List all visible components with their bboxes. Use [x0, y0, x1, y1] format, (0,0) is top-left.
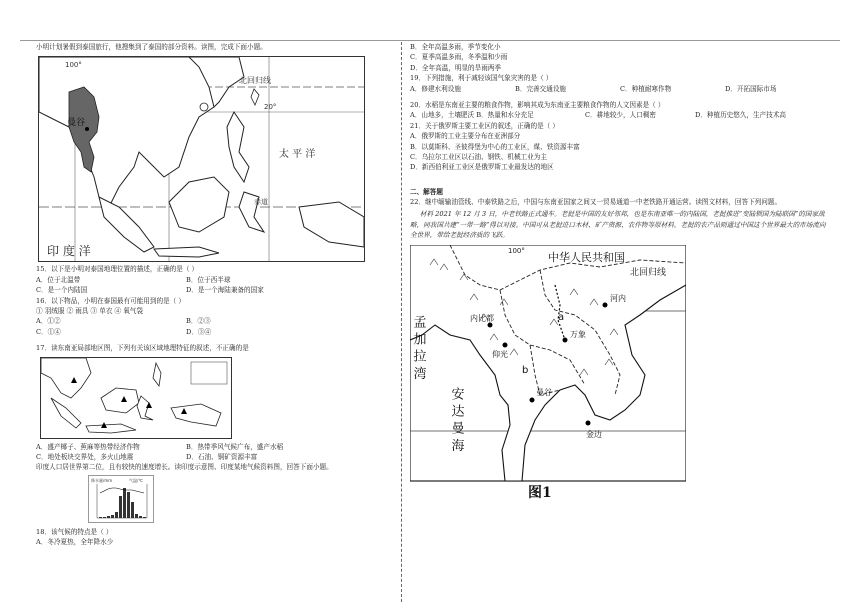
q20-option-ab[interactable]: A．山地多，土壤肥沃 B．热量和水分充足 — [410, 111, 534, 120]
map2-andaman-label: 安 达 曼 海 — [448, 386, 464, 452]
map1-lat20-label: 20° — [264, 103, 277, 112]
q16-option-b[interactable]: B．②③ — [186, 317, 211, 326]
q16-items: ① 羽绒服 ② 雨具 ③ 单衣 ④ 氧气袋 — [36, 306, 143, 315]
map1-lon-label: 100° — [65, 61, 82, 70]
q22-material: 材料 2021 年 12 月 3 日，中老铁路正式通车。老挝是中国的友好邻邦，也是东南亚唯一的内陆国，老挝推进“变陆锁国为陆联国”的国家战略，同我国共建“一带一路”得以对接。中国可从老挝进口木材、矿产资源、农作物等原材料，老挝的农产品则通过中国这个世界最大的市场流向全世界，带给老挝经济质的飞跃。 — [410, 210, 826, 240]
q21-stem: 21．关于俄罗斯主要工业区的叙述，正确的是（ ） — [410, 121, 559, 130]
q17-option-a[interactable]: A．盛产椰子、蕉麻等热带经济作物 — [36, 442, 140, 451]
q15-option-c[interactable]: C．是一个内陆国 — [36, 286, 88, 295]
map2-loc-b: b — [522, 364, 529, 376]
q20-stem: 20．水稻是东南亚主要的粮食作物，影响其成为东南亚主要粮食作物的人文因素是（ ） — [410, 100, 665, 109]
climate-temp-title: 气温/℃ — [129, 477, 143, 483]
section-heading: 二、解答题 — [410, 187, 443, 196]
map2-hanoi-label: 河内 — [610, 293, 626, 303]
map2-bangkok-label: 曼谷 — [536, 387, 552, 397]
q15-option-d[interactable]: D．是一个海陆兼备的国家 — [186, 286, 264, 295]
column-divider — [401, 42, 402, 602]
india-intro: 印度人口居世界第二位，且有较快的速度增长。读印度示意图、印度某地气候资料图，回答下面小题。 — [36, 463, 333, 472]
q20-option-d[interactable]: D．种植历史悠久，生产技术高 — [695, 111, 787, 120]
q19-option-a[interactable]: A．修建水利设施 — [410, 84, 461, 93]
q17-options-2 — [36, 452, 398, 462]
map2-city3-label: 万象 — [570, 329, 586, 339]
q16-options-2 — [36, 327, 398, 337]
q19-option-c[interactable]: C．种植耐寒作物 — [620, 84, 672, 93]
q19-option-d[interactable]: D．开拓国际市场 — [725, 84, 777, 93]
q17-option-d[interactable]: D．石油、铜矿资源丰富 — [186, 452, 258, 461]
q17-option-b[interactable]: B．热带季风气候广布，盛产水稻 — [186, 442, 284, 451]
q22-stem: 22．继中缅输油管线、中泰铁路之后，中国与东南亚国家之间又一贸易通道一中老铁路开通运营。读图文材料，回答下列问题。 — [410, 198, 782, 207]
q15-option-a[interactable]: A．位于北温带 — [36, 275, 81, 284]
left-column — [36, 42, 398, 547]
q21-option-c[interactable]: C．乌拉尔工业区以石油、钢铁、机械工业为主 — [410, 152, 547, 161]
intro-text: 小明计划暑假到泰国旅行，他搜集到了泰国的部分资料。读图，完成下面小题。 — [36, 43, 267, 51]
q19-option-b[interactable]: B．完善交通设施 — [515, 84, 567, 93]
q21-option-a[interactable]: A．俄罗斯的工业主要分布在亚洲部分 — [410, 132, 521, 141]
right-column — [410, 42, 830, 501]
q15-stem: 15．以下是小明对泰国地理位置的描述，正确的是（ ） — [36, 265, 199, 274]
map2-loc-a: a — [558, 311, 565, 323]
map2-city2-label: 仰光 — [492, 349, 508, 359]
map1-equator-label: 赤道 — [254, 198, 268, 207]
map2-lon-label: 100° — [508, 246, 525, 255]
q17-stem: 17．读东南亚局部地区图，下列有关该区域地理特征的叙述，不正确的是 — [36, 344, 249, 353]
map1-bangkok-label: 曼谷 — [67, 118, 86, 129]
map1-tropic-label: 北回归线 — [239, 76, 271, 86]
q16-stem: 16．以下物品，小明在泰国最有可能用到的是（ ） — [36, 296, 185, 305]
southeast-asia-map — [40, 357, 232, 439]
q16-options-1 — [36, 316, 398, 326]
q17-option-c[interactable]: C．地处板块交界处，多火山地震 — [36, 452, 134, 461]
q18-option-b[interactable]: B．全年高温多雨，季节变化小 — [410, 43, 501, 51]
bangkok-dot — [85, 127, 89, 131]
climate-precip-title: 降水量/mm — [91, 477, 113, 483]
q15-option-b[interactable]: B．位于西半球 — [186, 275, 231, 284]
map2-bay-bengal-label: 孟 加 拉 湾 — [410, 314, 426, 380]
q18-option-a[interactable]: A．冬冷夏热，全年降水少 — [36, 538, 114, 547]
q19-stem: 19．下列措施，利于减轻该国气象灾害的是（ ） — [410, 74, 553, 83]
q18-option-c[interactable]: C．夏季高温多雨，冬季温和少雨 — [410, 53, 508, 62]
map2-caption: 图1 — [528, 484, 552, 501]
map2-city4-label: 金边 — [586, 429, 602, 439]
q21-option-d[interactable]: D．新西伯利亚工业区是俄罗斯工业最发达的地区 — [410, 163, 554, 172]
q19-options — [410, 84, 830, 94]
q16-option-c[interactable]: C．①④ — [36, 327, 61, 336]
map2-china-label: 中华人民共和国 — [548, 250, 625, 264]
thailand-map — [38, 56, 365, 262]
climate-chart — [88, 475, 154, 523]
laos-railway-map — [410, 245, 686, 501]
map2-tropic-label: 北回归线 — [630, 267, 667, 278]
q18-stem: 18．该气候的特点是（ ） — [36, 527, 113, 536]
q20-option-c[interactable]: C．耕地较少，人口稠密 — [585, 111, 656, 120]
q15-options-1 — [36, 275, 398, 285]
q18-option-d[interactable]: D．全年高温，明显的旱雨两季 — [410, 63, 502, 72]
q16-option-d[interactable]: D．③④ — [186, 327, 212, 336]
map1-indian-label: 印 度 洋 — [47, 244, 91, 259]
header-rule — [20, 40, 840, 41]
map2-city1-label: 内比都 — [470, 313, 494, 323]
q15-options-2 — [36, 285, 398, 295]
map1-pacific-label: 太 平 洋 — [279, 149, 316, 161]
q17-options-1 — [36, 442, 398, 452]
q20-options — [410, 110, 830, 120]
q21-option-b[interactable]: B．以莫斯科、圣彼得堡为中心的工业区，煤、铁资源丰富 — [410, 142, 580, 151]
q16-option-a[interactable]: A．①② — [36, 317, 61, 326]
